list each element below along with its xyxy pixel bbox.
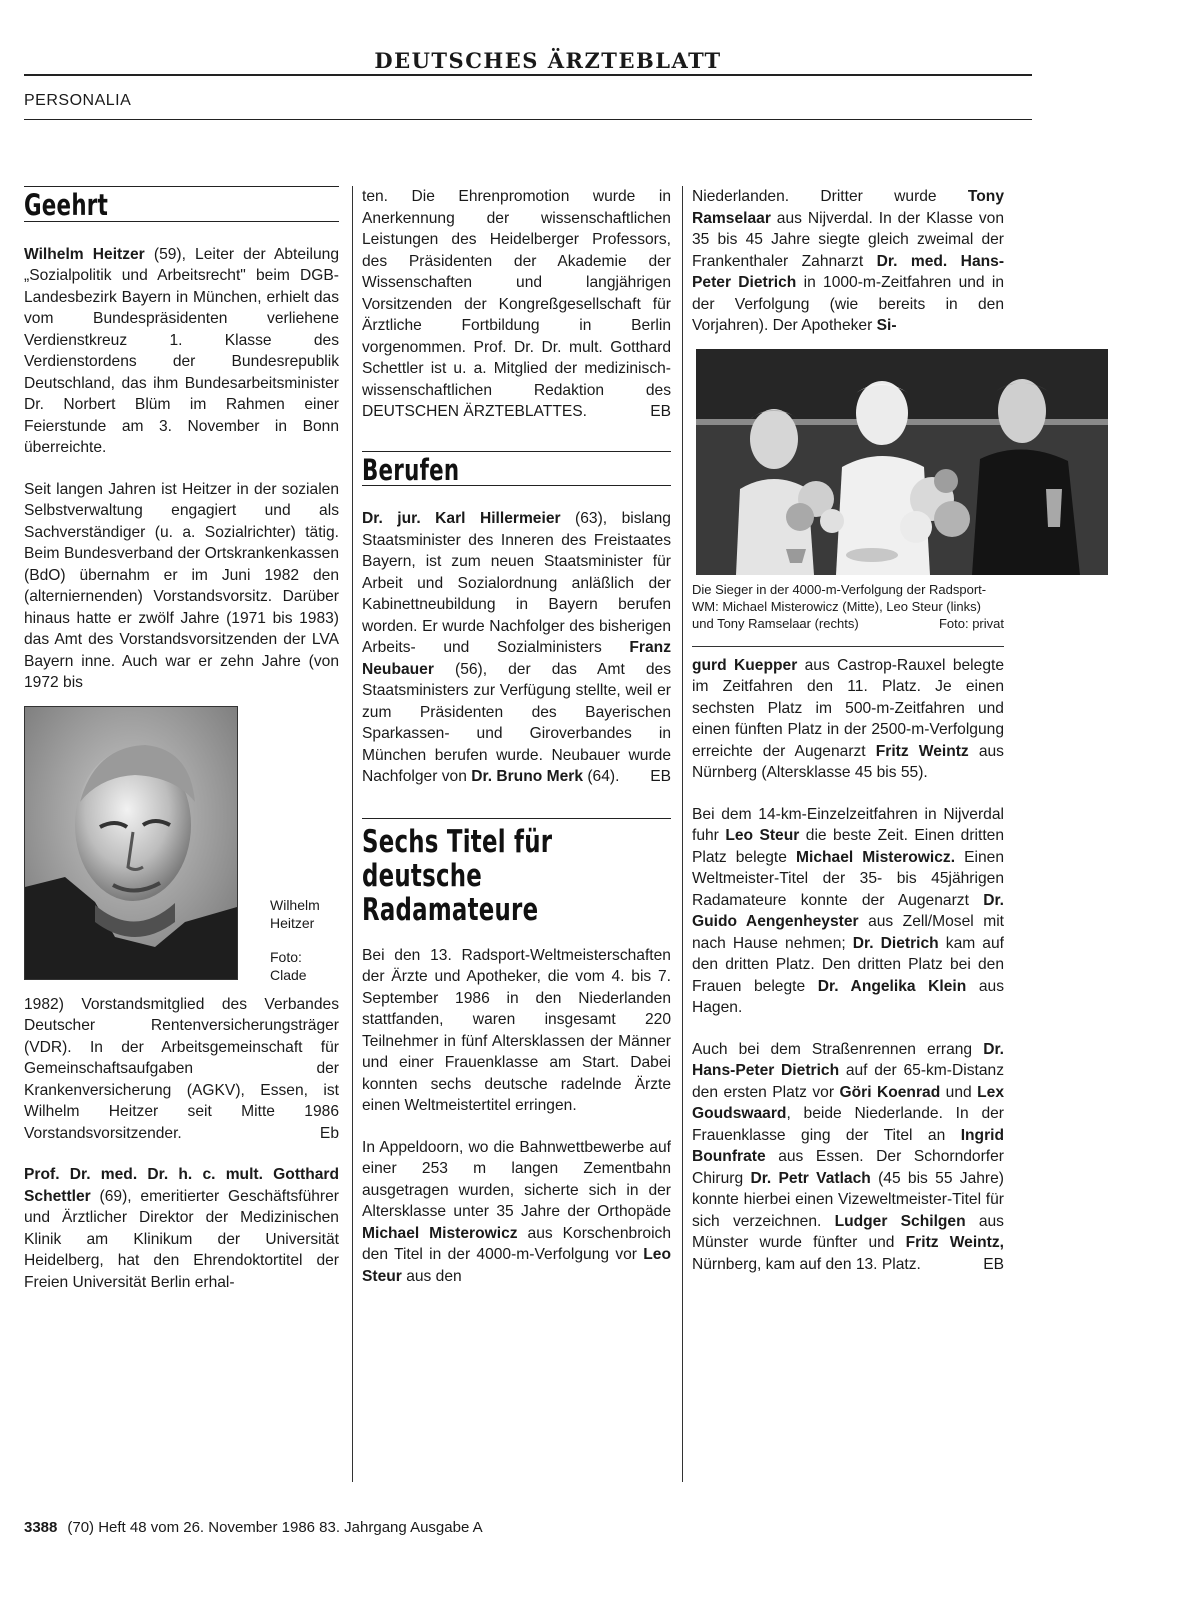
rubric <box>24 92 1032 120</box>
article-heitzer-p1: Wilhelm Heitzer (59), Leiter der Abteilung „Sozialpolitik und Arbeitsrecht" beim DGB-Landesbezirk Bayern in München, erhielt das vom Bundespräsidenten verliehene Verdienstkreuz 1. Klasse des Verdienstordens der Bundesrepublik Deutschland, das ihm Bundesarbeitsminister Dr. Norbert Blüm im Rahmen einer Feierstunde am 3. November in Bonn überreichte. <box>24 245 339 456</box>
article-heitzer-p3: 1982) Vorstandsmitglied des Verbandes Deutscher Rentenversicherungsträger (VDR). In der Arbeitsgemeinschaft für Gemeinschaftsaufgaben der Krankenversicherung (AGKV), Essen, ist Wilhelm Heitzer seit Mitte 1986 Vorstandsvorsitzender. Eb <box>24 995 339 1142</box>
article-heitzer-p2: Seit langen Jahren ist Heitzer in der sozialen Selbstverwaltung engagiert und als Sachverständiger (u. a. Sozialrichter) tätig. Beim Bundesverband der Ortskrankenkassen (BdO) übernahm er im Juni 1982 den (alterniernenden) Vorstandsvorsitz. Darüber hinaus hatte er zwölf Jahre (1971 bis 1983) das Amt des Vorstandsvorsitzenden der LVA Bayern inne. Auch war er zehn Jahre (von 1972 bis <box>24 480 339 691</box>
page-footer <box>24 1519 483 1536</box>
masthead <box>24 44 1032 76</box>
article-radsport-p5: Bei dem 14-km-Einzelzeitfahren in Nijverdal fuhr Leo Steur die beste Zeit. Einen dritten Platz belegte Michael Misterowicz. Einen Weltmeister-Titel der 35- bis 45jährigen Radamateure konnte der Augenarzt Dr. Guido Aengenheyster aus Zell/Mosel mit nach Hause nehmen; Dr. Dietrich kam auf den dritten Platz. Den dritten Platz bei den Frauen belegte Dr. Angelika Klein aus Hagen. <box>692 805 1005 1016</box>
column-divider-1 <box>352 186 353 1482</box>
column-2 <box>362 186 671 1307</box>
portrait-image <box>25 707 237 979</box>
portrait-photo <box>24 706 238 980</box>
issue-info: (70) Heft 48 vom 26. November 1986 83. Jahrgang Ausgabe A <box>67 1519 483 1536</box>
column-1 <box>24 186 339 1313</box>
column-3 <box>692 186 1004 1295</box>
section-heading-geehrt: Geehrt <box>24 186 339 222</box>
article-radsport-p2: In Appeldoorn, wo die Bahnwettbewerbe auf einer 253 m langen Zementbahn ausgetragen wurden, sicherte sich in der Altersklasse unter 35 Jahre der Orthopäde Michael Misterowicz aus Korschenbroich den Titel in der 4000-m-Verfolgung vor Leo Steur aus den <box>362 1138 671 1285</box>
cyclists-caption: Die Sieger in der 4000-m-Verfolgung der Radsport-WM: Michael Misterowicz (Mitte), Leo Steur (links) und Tony Ramselaar (rechts) Foto: privat <box>692 581 1004 631</box>
article-schettler-p1: Prof. Dr. med. Dr. h. c. mult. Gotthard Schettler (69), emeritierter Geschäftsführer und Ärztlicher Direktor der Medizinischen Klinik am Klinikum der Universität Heidelberg, hat den Ehrendoktortitel der Freien Universität Berlin erhal- <box>24 1166 339 1291</box>
journal-title: DEUTSCHES ÄRZTEBLATT <box>374 48 722 73</box>
column-divider-2 <box>682 186 683 1482</box>
section-heading-radamateure: Sechs Titel für deutsche Radamateure <box>362 818 671 927</box>
cyclists-photo <box>696 349 1108 575</box>
article-hillermeier: Dr. jur. Karl Hillermeier (63), bislang Staatsminister des Inneren des Freistaates Bayern, ist zum neuen Staatsminister für Arbeit und Sozialordnung anläßlich der Kabinettneubildung in Bayern berufen worden. Er wurde Nachfolger des bisherigen Arbeits- und Sozialministers Franz Neubauer (56), der das Amt des Staatsministers zur Verfügung stellte, weil er zum Präsidenten des Bayerischen Sparkassen- und Giroverbandes in München berufen wurde. Neubauer wurde Nachfolger von Dr. Bruno Merk (64). EB <box>362 510 671 785</box>
section-heading-berufen: Berufen <box>362 451 671 487</box>
article-radsport-p4: gurd Kuepper aus Castrop-Rauxel belegte im Zeitfahren den 11. Platz. Je einen sechsten Platz im 500-m-Zeitfahren und einen fünften Platz in der 2500-m-Verfolgung erreichte der Augenarzt Fritz Weintz aus Nürnberg (Altersklasse 45 bis 55). <box>692 656 1004 781</box>
portrait-caption: Wilhelm Heitzer Foto: Clade <box>270 896 320 983</box>
portrait-block <box>24 706 339 994</box>
article-radsport-p6: Auch bei dem Straßenrennen errang Dr. Hans-Peter Dietrich auf der 65-km-Distanz den ersten Platz vor Göri Koenrad und Lex Goudswaard, beide Niederlande. In der Frauenklasse ging der Titel an Ingrid Bounfrate aus Essen. Der Schorndorfer Chirurg Dr. Petr Vatlach (45 bis 55 Jahre) konnte hierbei einen Vizeweltmeister-Titel für sich verzeichnen. Ludger Schilgen aus Münster wurde fünfter und Fritz Weintz, Nürnberg, kam auf den 13. Platz. EB <box>692 1040 1004 1273</box>
caption-rule <box>692 646 1004 647</box>
cyclists-image <box>696 349 1108 575</box>
article-radsport-p1: Bei den 13. Radsport-Weltmeisterschaften der Ärzte und Apotheker, die vom 4. bis 7. September 1986 in den Niederlanden stattfanden, waren insgesamt 220 Teilnehmer in fünf Altersklassen der Männer und einer Frauenklasse am Start. Dabei konnten sechs deutsche radelnde Ärzte einen Weltmeistertitel erringen. <box>362 946 671 1114</box>
rubric-label: PERSONALIA <box>24 92 132 109</box>
page-number: 3388 <box>24 1519 58 1536</box>
article-schettler-p2: ten. Die Ehrenpromotion wurde in Anerkennung der wissenschaftlichen Leistungen des Heidelberger Professors, des Präsidenten der Akademie der Wissenschaften und langjährigen Vorsitzenden der Kongreßgesellschaft für Ärztliche Fortbildung in Berlin vorgenommen. Prof. Dr. Dr. mult. Gotthard Schettler ist u. a. Mitglied der medizinisch-wissenschaftlichen Redaktion des DEUTSCHEN ÄRZTEBLATTES. EB <box>362 188 671 420</box>
article-radsport-p3: Niederlanden. Dritter wurde Tony Ramselaar aus Nijverdal. In der Klasse von 35 bis 45 Jahre siegte gleich zweimal der Frankenthaler Zahnarzt Dr. med. Hans-Peter Dietrich in 1000-m-Zeitfahren und in der Verfolgung (wie bereits in den Vorjahren). Der Apotheker Si- <box>692 188 1005 334</box>
